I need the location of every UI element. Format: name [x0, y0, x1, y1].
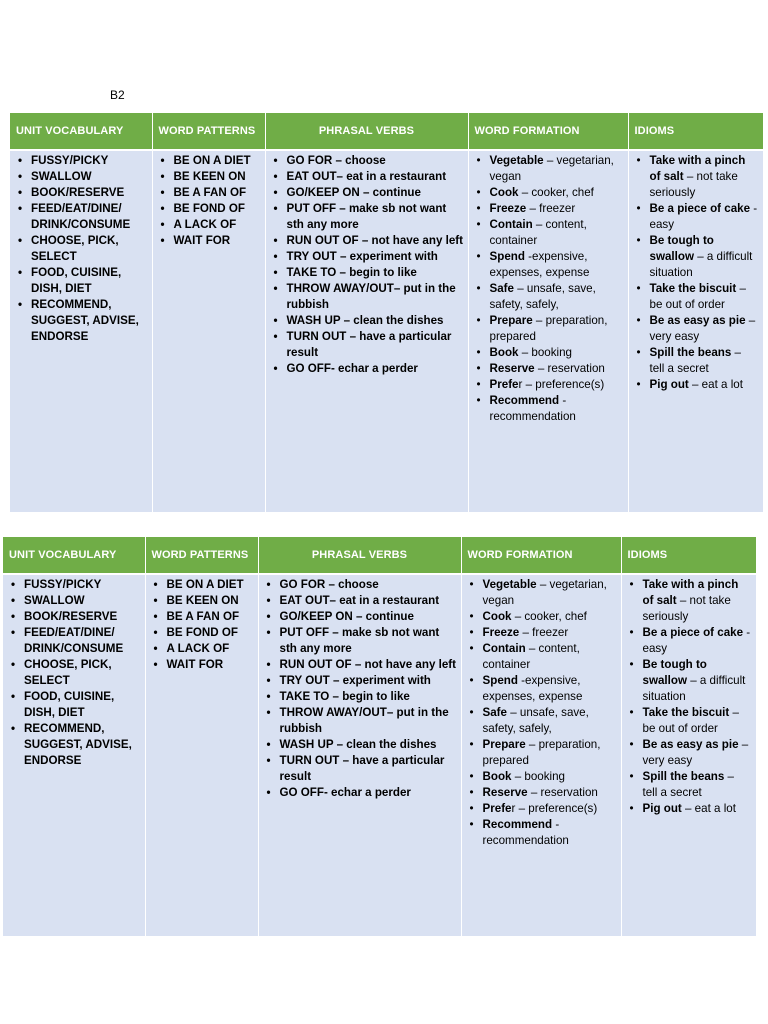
phrasal-verbs-list [259, 575, 461, 801]
list-item: • TAKE TO – begin to like [263, 689, 457, 705]
list-item: • FUSSY/PICKY [14, 153, 148, 169]
list-item: • Reserve – reservation [466, 785, 617, 801]
list-item: • Contain – content, container [466, 641, 617, 673]
header-unit-vocabulary: UNIT VOCABULARY [3, 537, 145, 574]
cell-phrasal-verbs [258, 574, 461, 936]
cell-word-patterns [145, 574, 258, 936]
list-item: • Spill the beans – tell a secret [633, 345, 760, 377]
list-item: • TURN OUT – have a particular result [263, 753, 457, 785]
list-item: • GO FOR – choose [263, 577, 457, 593]
list-item: • Freeze – freezer [473, 201, 624, 217]
header-idioms: IDIOMS [621, 537, 756, 574]
list-item: • BE ON A DIET [157, 153, 261, 169]
list-item: • Cook – cooker, chef [473, 185, 624, 201]
cell-word-formation [468, 150, 628, 512]
idioms-list [622, 575, 757, 817]
list-item: • FEED/EAT/DINE/ DRINK/CONSUME [7, 625, 141, 657]
list-item: • BE KEEN ON [157, 169, 261, 185]
unit-vocabulary-list [3, 575, 145, 769]
list-item: • Be as easy as pie – very easy [626, 737, 753, 769]
list-item: • Be a piece of cake - easy [633, 201, 760, 233]
header-idioms: IDIOMS [628, 113, 763, 150]
list-item: • Contain – content, container [473, 217, 624, 249]
list-item: • EAT OUT– eat in a restaurant [270, 169, 464, 185]
list-item: • EAT OUT– eat in a restaurant [263, 593, 457, 609]
idioms-list [629, 151, 764, 393]
cell-idioms [621, 574, 756, 936]
list-item: • TRY OUT – experiment with [270, 249, 464, 265]
list-item: • A LACK OF [157, 217, 261, 233]
vocabulary-table-bottom [3, 537, 756, 936]
list-item: • Vegetable – vegetarian, vegan [466, 577, 617, 609]
list-item: • BE FOND OF [150, 625, 254, 641]
list-item: • BOOK/RESERVE [14, 185, 148, 201]
list-item: • GO OFF- echar a perder [270, 361, 464, 377]
list-item: • WAIT FOR [150, 657, 254, 673]
list-item: • Spill the beans – tell a secret [626, 769, 753, 801]
list-item: • THROW AWAY/OUT– put in the rubbish [270, 281, 464, 313]
list-item: • FOOD, CUISINE, DISH, DIET [14, 265, 148, 297]
list-item: • Safe – unsafe, save, safety, safely, [466, 705, 617, 737]
list-item: • BOOK/RESERVE [7, 609, 141, 625]
list-item: • Freeze – freezer [466, 625, 617, 641]
vocabulary-table-top [10, 113, 763, 512]
list-item: • BE FOND OF [157, 201, 261, 217]
list-item: • Be tough to swallow – a difficult situation [633, 233, 760, 281]
header-phrasal-verbs: PHRASAL VERBS [258, 537, 461, 574]
list-item: • FEED/EAT/DINE/ DRINK/CONSUME [14, 201, 148, 233]
list-item: • Spend -expensive, expenses, expense [466, 673, 617, 705]
list-item: • Pig out – eat a lot [633, 377, 760, 393]
header-unit-vocabulary: UNIT VOCABULARY [10, 113, 152, 150]
cell-idioms [628, 150, 763, 512]
list-item: • Pig out – eat a lot [626, 801, 753, 817]
list-item: • Safe – unsafe, save, safety, safely, [473, 281, 624, 313]
list-item: • RECOMMEND, SUGGEST, ADVISE, ENDORSE [14, 297, 148, 345]
list-item: • WASH UP – clean the dishes [270, 313, 464, 329]
word-patterns-list [146, 575, 258, 673]
list-item: • GO FOR – choose [270, 153, 464, 169]
list-item: • CHOOSE, PICK, SELECT [7, 657, 141, 689]
list-item: • Prepare – preparation, prepared [473, 313, 624, 345]
header-word-formation: WORD FORMATION [461, 537, 621, 574]
list-item: • PUT OFF – make sb not want sth any more [263, 625, 457, 657]
list-item: • GO/KEEP ON – continue [270, 185, 464, 201]
list-item: • FUSSY/PICKY [7, 577, 141, 593]
word-patterns-list [153, 151, 265, 249]
cell-phrasal-verbs [265, 150, 468, 512]
header-word-patterns: WORD PATTERNS [152, 113, 265, 150]
list-item: • BE A FAN OF [150, 609, 254, 625]
list-item: • GO/KEEP ON – continue [263, 609, 457, 625]
list-item: • Be as easy as pie – very easy [633, 313, 760, 345]
list-item: • WAIT FOR [157, 233, 261, 249]
list-item: • BE ON A DIET [150, 577, 254, 593]
list-item: • Spend -expensive, expenses, expense [473, 249, 624, 281]
list-item: • Be tough to swallow – a difficult situation [626, 657, 753, 705]
cell-word-formation [461, 574, 621, 936]
list-item: • A LACK OF [150, 641, 254, 657]
list-item: • TURN OUT – have a particular result [270, 329, 464, 361]
word-formation-list [469, 151, 628, 425]
list-item: • Take the biscuit – be out of order [626, 705, 753, 737]
list-item: • CHOOSE, PICK, SELECT [14, 233, 148, 265]
list-item: • FOOD, CUISINE, DISH, DIET [7, 689, 141, 721]
list-item: • Prepare – preparation, prepared [466, 737, 617, 769]
list-item: • SWALLOW [7, 593, 141, 609]
list-item: • GO OFF- echar a perder [263, 785, 457, 801]
list-item: • Take with a pinch of salt – not take seriously [633, 153, 760, 201]
list-item: • BE KEEN ON [150, 593, 254, 609]
cell-word-patterns [152, 150, 265, 512]
list-item: • Take with a pinch of salt – not take seriously [626, 577, 753, 625]
list-item: • TRY OUT – experiment with [263, 673, 457, 689]
list-item: • Prefer – preference(s) [466, 801, 617, 817]
word-formation-list [462, 575, 621, 849]
list-item: • Take the biscuit – be out of order [633, 281, 760, 313]
list-item: • Reserve – reservation [473, 361, 624, 377]
list-item: • THROW AWAY/OUT– put in the rubbish [263, 705, 457, 737]
list-item: • TAKE TO – begin to like [270, 265, 464, 281]
cell-unit-vocabulary [10, 150, 152, 512]
list-item: • Be a piece of cake - easy [626, 625, 753, 657]
header-word-patterns: WORD PATTERNS [145, 537, 258, 574]
list-item: • WASH UP – clean the dishes [263, 737, 457, 753]
list-item: • BE A FAN OF [157, 185, 261, 201]
list-item: • Book – booking [473, 345, 624, 361]
unit-vocabulary-list [10, 151, 152, 345]
list-item: • Vegetable – vegetarian, vegan [473, 153, 624, 185]
list-item: • Cook – cooker, chef [466, 609, 617, 625]
header-word-formation: WORD FORMATION [468, 113, 628, 150]
level-label: B2 [110, 88, 125, 102]
list-item: • Recommend - recommendation [473, 393, 624, 425]
list-item: • Prefer – preference(s) [473, 377, 624, 393]
list-item: • RUN OUT OF – not have any left [270, 233, 464, 249]
list-item: • Book – booking [466, 769, 617, 785]
list-item: • RUN OUT OF – not have any left [263, 657, 457, 673]
list-item: • Recommend - recommendation [466, 817, 617, 849]
list-item: • RECOMMEND, SUGGEST, ADVISE, ENDORSE [7, 721, 141, 769]
list-item: • PUT OFF – make sb not want sth any more [270, 201, 464, 233]
header-phrasal-verbs: PHRASAL VERBS [265, 113, 468, 150]
list-item: • SWALLOW [14, 169, 148, 185]
cell-unit-vocabulary [3, 574, 145, 936]
phrasal-verbs-list [266, 151, 468, 377]
